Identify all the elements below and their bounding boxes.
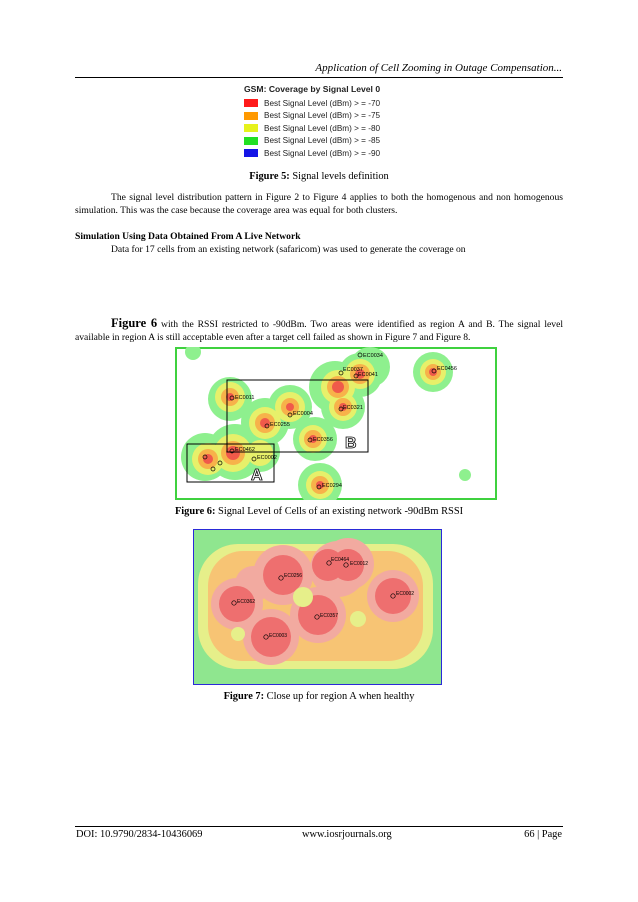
closeup-coverage-blobs — [198, 538, 433, 669]
figure-6-coverage-map — [175, 347, 497, 500]
cell-label: EC0321 — [343, 405, 363, 411]
cell-label: EC0004 — [293, 411, 313, 417]
figure-7-text: Close up for region A when healthy — [264, 691, 415, 702]
figure-5-text: Signal levels definition — [289, 171, 389, 182]
cell-label: EC0003 — [269, 633, 288, 639]
figure-6-reference: Figure 6 — [111, 316, 158, 330]
cell-label: EC0362 — [237, 599, 256, 605]
figure-6-text: Signal Level of Cells of an existing network -90dBm RSSI — [215, 506, 464, 517]
legend-item — [244, 97, 390, 110]
section-heading: Simulation Using Data Obtained From A Live Network — [75, 231, 301, 242]
cell-label: EC0456 — [437, 366, 457, 372]
legend-swatch — [244, 124, 258, 132]
legend-item — [244, 122, 390, 135]
cell-label: EC0034 — [363, 353, 383, 359]
cell-label: EC0356 — [313, 437, 333, 443]
cell-label: EC0011 — [235, 395, 255, 401]
region-a-label: A — [251, 467, 263, 484]
cell-label: EC0294 — [322, 483, 342, 489]
figure-6-svg — [175, 347, 497, 500]
cell-label: EC0002 — [257, 455, 277, 461]
paragraph-figure-6 — [75, 317, 563, 344]
running-header: Application of Cell Zooming in Outage Compensation... — [315, 62, 562, 74]
legend-title: GSM: Coverage by Signal Level 0 — [244, 84, 381, 94]
figure-7-label: Figure 7: — [223, 691, 265, 702]
footer-site-link[interactable]: www.iosrjournals.org — [302, 829, 392, 840]
footer-doi: DOI: 10.9790/2834-10436069 — [76, 829, 203, 840]
figure-7-closeup-map — [193, 529, 442, 685]
cell-label: EC0256 — [284, 573, 303, 579]
region-b-label: B — [345, 435, 357, 452]
figure-6-label: Figure 6: — [174, 506, 216, 517]
legend-label: Best Signal Level (dBm) > = -70 — [264, 98, 381, 108]
figure-7-svg — [193, 529, 442, 685]
cell-label: EC0464 — [331, 557, 350, 563]
legend-item — [244, 147, 390, 160]
legend-label: Best Signal Level (dBm) > = -90 — [264, 148, 381, 158]
section-text: Data for 17 cells from an existing network (safaricom) was used to generate the coverage on — [111, 244, 466, 255]
legend-label: Best Signal Level (dBm) > = -85 — [264, 136, 381, 146]
legend-swatch — [244, 149, 258, 157]
legend-label: Best Signal Level (dBm) > = -75 — [264, 111, 381, 121]
legend-item — [244, 135, 390, 148]
footer-rule — [75, 826, 563, 827]
legend-item — [244, 110, 390, 123]
cell-label: EC0041 — [358, 372, 378, 378]
legend-swatch — [244, 112, 258, 120]
figure-7-caption — [75, 691, 563, 702]
figure-5-caption — [75, 171, 563, 182]
legend-label: Best Signal Level (dBm) > = -80 — [264, 123, 381, 133]
legend-swatch — [244, 137, 258, 145]
cell-label: EC0462 — [235, 447, 255, 453]
header-rule — [75, 77, 563, 78]
cell-label: EC0002 — [396, 591, 415, 597]
footer-page-number: 66 | Page — [524, 829, 562, 840]
cell-label: EC0357 — [320, 613, 339, 619]
signal-level-legend — [244, 84, 390, 166]
cell-label: EC0255 — [270, 422, 290, 428]
cell-label: EC0037 — [343, 367, 363, 373]
paragraph-signal-distribution: The signal level distribution pattern in Figure 2 to Figure 4 applies to both the homogenous and non homogenous simulation. This was the case because the coverage area was equal for both clusters. — [75, 192, 563, 216]
figure-5-label: Figure 5: — [249, 171, 290, 182]
legend-swatch — [244, 99, 258, 107]
cell-label: EC0012 — [350, 561, 369, 567]
figure-6-caption — [75, 506, 563, 517]
paragraph-figure-6-text: with the RSSI restricted to -90dBm. Two areas were identified as region A and B. The signal level available in region A is still acceptable even after a target cell failed as shown in Figure 7 and Figure 8. — [75, 319, 563, 343]
